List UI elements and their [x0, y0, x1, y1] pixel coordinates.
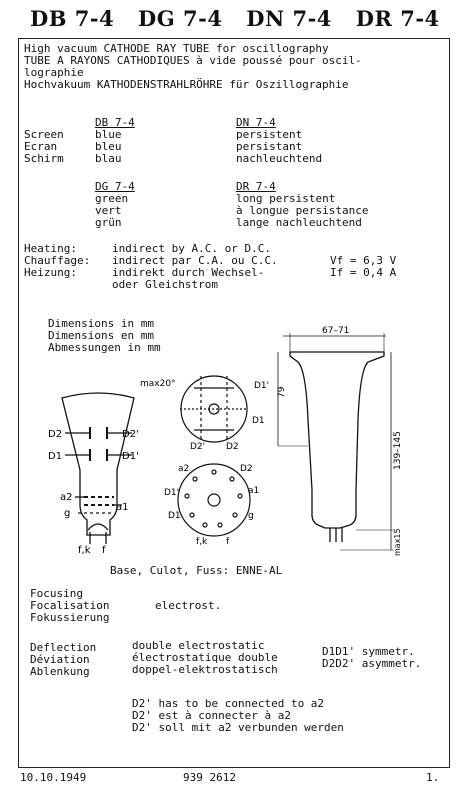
top-max: max20°: [140, 379, 176, 389]
label-d1: D1: [48, 451, 63, 462]
intro-line-de: Hochvakuum KATHODENSTRAHLRÖHRE für Oszillographie: [24, 78, 349, 91]
focusing-value: electrost.: [155, 599, 222, 612]
label-a1: a1: [116, 502, 129, 513]
label-d2p: D2': [122, 429, 139, 440]
connection-note: D2' has to be connected to a2 D2' est à connecter à a2 D2' soll mit a2 verbunden werden: [132, 697, 344, 734]
db-values: blue bleu blau: [95, 128, 122, 165]
dn-values: persistent persistant nachleuchtend: [236, 128, 323, 165]
side-diameter: 67–71: [322, 326, 350, 336]
side-h3: max15: [393, 528, 402, 556]
footer-page: 1.: [426, 771, 440, 784]
dg-title: DG 7-4: [95, 180, 135, 193]
heating-labels: Heating: Chauffage: Heizung:: [24, 242, 91, 279]
model-dg: DG 7-4: [138, 6, 223, 31]
side-h2: 139–145: [393, 431, 403, 470]
footer-date: 10.10.1949: [20, 771, 87, 784]
deflection-labels: Deflection Déviation Ablenkung: [30, 641, 97, 678]
base-d2: D2: [240, 464, 253, 474]
db-title: DB 7-4: [95, 116, 135, 129]
base-g: g: [248, 511, 254, 521]
label-g: g: [64, 508, 71, 519]
screen-labels: Screen Ecran Schirm: [24, 128, 64, 165]
dr-values: long persistent à longue persistance lange nachleuchtend: [236, 192, 369, 229]
label-f: f: [102, 545, 106, 556]
intro-line-en: High vacuum CATHODE RAY TUBE for oscillography: [24, 42, 329, 55]
dn-title: DN 7-4: [236, 116, 276, 129]
top-d1p: D1': [254, 381, 270, 391]
top-d2: D2: [226, 442, 239, 452]
base-fk: f,k: [196, 537, 208, 547]
model-dn: DN 7-4: [246, 6, 332, 31]
intro-line-fr: TUBE A RAYONS CATHODIQUES à vide poussé pour oscil-: [24, 54, 362, 67]
label-a2: a2: [60, 492, 73, 503]
label-d2: D2: [48, 429, 63, 440]
dg-values: green vert grün: [95, 192, 129, 229]
top-view: [180, 376, 248, 442]
top-d1: D1: [252, 416, 265, 426]
side-h1: 79: [277, 386, 287, 398]
deflection-right: D1D1' symmetr. D2D2' asymmetr.: [322, 645, 422, 670]
base-view: [178, 464, 250, 536]
intro-line-fr2: lographie: [24, 66, 84, 79]
tube-side-view: [278, 333, 394, 550]
heating-values: indirect by A.C. or D.C. indirect par C.A. ou C.C. indirekt durch Wechsel- oder Gleichstrom: [112, 242, 278, 291]
heating-vf: Vf = 6,3 V: [330, 254, 397, 267]
base-a1: a1: [248, 486, 260, 496]
electrode-schematic: [62, 393, 134, 544]
base-f: f: [226, 537, 230, 547]
footer-code: 939 2612: [183, 771, 236, 784]
base-d1: D1: [168, 511, 181, 521]
heating-if: If = 0,4 A: [330, 266, 397, 279]
base-caption: Base, Culot, Fuss: ENNE-AL: [110, 564, 283, 577]
deflection-values: double electrostatic électrostatique double doppel-elektrostatisch: [132, 639, 278, 676]
model-dr: DR 7-4: [355, 6, 440, 31]
model-db: DB 7-4: [30, 6, 115, 31]
dimensions-text: Dimensions in mm Dimensions en mm Abmessungen in mm: [48, 317, 161, 354]
dr-title: DR 7-4: [236, 180, 276, 193]
label-d1p: D1': [122, 451, 139, 462]
top-d2p: D2': [190, 442, 206, 452]
base-a2: a2: [178, 464, 190, 474]
label-fk: f,k: [78, 545, 91, 556]
focusing-labels: Focusing Focalisation Fokussierung: [30, 587, 110, 624]
base-d1p: D1': [164, 488, 180, 498]
